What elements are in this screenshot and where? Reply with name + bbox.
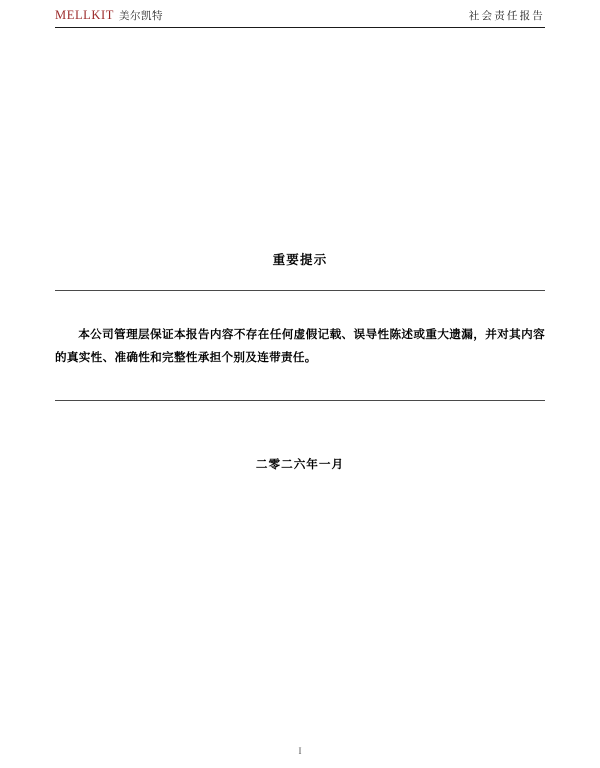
notice-top-divider	[55, 290, 545, 291]
brand-chinese-name: 美尔凯特	[119, 10, 164, 22]
notice-body-text: 本公司管理层保证本报告内容不存在任何虚假记载、误导性陈述或重大遗漏，并对其内容的真实性、准确性和完整性承担个别及连带责任。	[55, 326, 545, 365]
page-footer	[0, 746, 600, 756]
notice-title: 重要提示	[272, 252, 328, 267]
header-report-title: 社会责任报告	[468, 10, 545, 22]
document-body	[55, 250, 545, 472]
document-date: 二零二六年一月	[255, 456, 345, 471]
page-number: I	[298, 746, 302, 756]
notice-bottom-divider	[55, 400, 545, 401]
header-divider	[55, 27, 545, 28]
brand-logo	[55, 8, 163, 23]
brand-latin-name: MELLKIT	[55, 8, 115, 22]
